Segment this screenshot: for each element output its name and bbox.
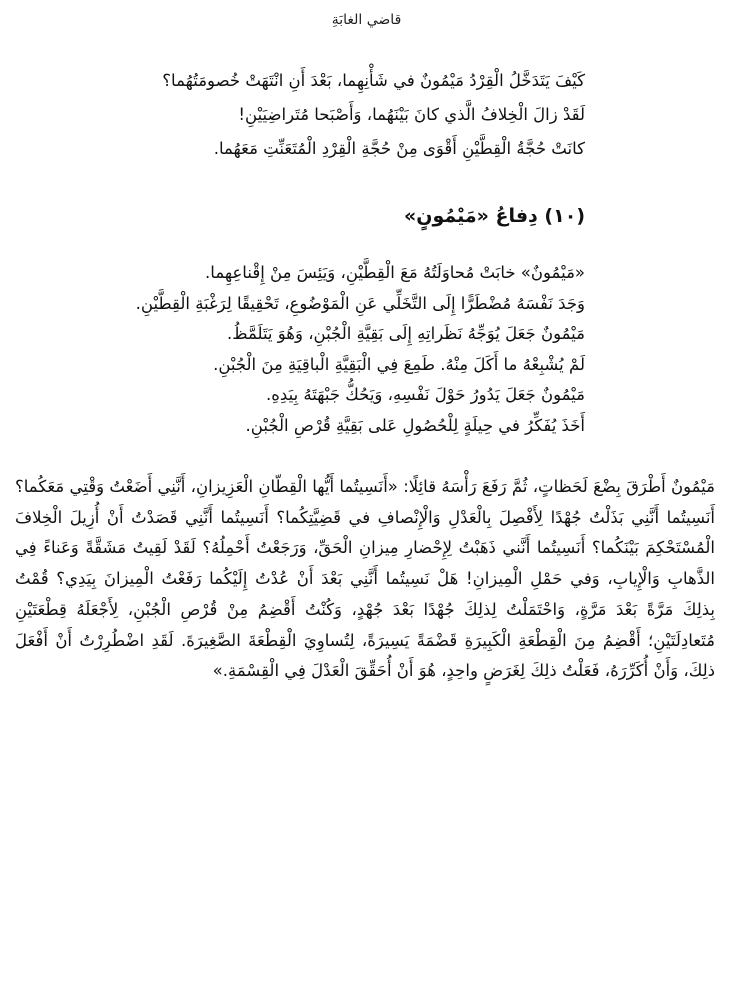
narrative-line: وَجَدَ نَفْسَهُ مُضْطَرًّا إِلَى التَّخَلِّي عَنِ الْمَوْضُوعِ، تَحْقِيقًا لِرَغْبَةِ الْقِطَّيْنِ.: [135, 293, 585, 313]
narrative-line: مَيْمُونٌ جَعَلَ يَدُورُ حَوْلَ نَفْسِهِ، وَيَحُكُّ جَبْهَتَهُ بِيَدِهِ.: [266, 385, 585, 404]
narrative-line: «مَيْمُونٌ» خابَتْ مُحاوَلَتُهُ مَعَ الْقِطَّيْنِ، وَيَئِسَ مِنْ إِقْناعِهِما.: [205, 263, 585, 282]
narrative-line: أَخَذَ يُفَكِّرُ في حِيلَةٍ لِلْحُصُولِ عَلى بَقِيَّةِ قُرْصِ الْجُبْنِ.: [245, 415, 585, 435]
narrative-line: مَيْمُونٌ جَعَلَ يُوَجِّهُ نَظَراتِهِ إِلَى بَقِيَّةِ الْجُبْنِ، وَهُوَ يَتَلَمَّظُ.: [227, 324, 585, 343]
section-heading: (١٠) دِفاعُ «مَيْمُونٍ»: [403, 205, 585, 227]
narrative-line: لَمْ يُشْبِعْهُ ما أَكَلَ مِنْهُ. طَمِعَ فِي الْبَقِيَّةِ الْباقِيَةِ مِنَ الْجُبْنِ.: [213, 354, 585, 374]
intro-line: كَيْفَ يَتَدَخَّلُ الْقِرْدُ مَيْمُونٌ في شَأْنِهِما، بَعْدَ أَنِ انْتَهَتْ خُصومَتُهُما؟: [162, 71, 585, 90]
intro-line: كانَتْ حُجَّةُ الْقِطَّيْنِ أَقْوَى مِنْ حُجَّةِ الْقِرْدِ الْمُتَعَنِّتِ مَعَهُما.: [213, 139, 585, 158]
intro-lines: [65, 64, 585, 166]
running-title: قاضي الغابَةِ: [331, 12, 402, 28]
narrative-lines: [65, 258, 585, 441]
speech-paragraph: مَيْمُونٌ أَطْرَقَ بِضْعَ لَحَظاتٍ، ثُمَّ رَفَعَ رَأْسَهُ قائِلًا: «أَنَسِيتُما أَيُّها الْقِطّانِ الْعَزِيزانِ، أَنَّنِي أَضَعْتُ وَقْتِي مَعَكُما؟ أَنَسِيتُما أَنَّنِي بَذَلْتُ جُهْدًا لِأَفْصِلَ بِالْعَدْلِ وَالْإِنْصافِ في قَضِيَّتِكُما؟ أَنَسِيتُما أَنَّنِي قَصَدْتُ أَنْ أُزِيلَ الْخِلافَ الْمُسْتَحْكِمَ بَيْنَكُما؟ أَنَسِيتُما أَنَّني ذَهَبْتُ لِإِحْضارِ مِيزانِ الْحَقِّ، وَرَجَعْتُ أَحْمِلُهُ؟ لَقَدْ لَقِيتُ مَشَقَّةً وَعَناءً فِي الذَّهابِ وَالْإِيابِ، وَفي حَمْلِ الْمِيزانِ! هَلْ نَسِيتُما أَنَّنِي بَعْدَ أَنْ عُدْتُ إِلَيْكُما رَفَعْتُ الْمِيزانَ بِيَدِي؟ قُمْتُ بِذلِكَ مَرَّةً بَعْدَ مَرَّةٍ، وَاحْتَمَلْتُ لِذلِكَ جُهْدًا بَعْدَ جُهْدٍ، وَكُنْتُ أَقْضِمُ مِنْ قُرْصِ الْجُبْنِ، لِأَجْعَلَهُ قِطْعَتَيْنِ مُتَعادِلَتَيْنِ؛ أَقْضِمُ مِنَ الْقِطْعَةِ الْكَبِيرَةِ قَضْمَةً يَسِيرَةً، لِتُساوِيَ الْقِطْعَةَ الصَّغِيرَةَ. لَقَدِ اضْطُرِرْتُ أَنْ أَفْعَلَ ذلِكَ، وَأَنْ أُكَرِّرَهُ، فَعَلْتُ ذلِكَ لِغَرَضٍ واحِدٍ، هُوَ أَنْ أُحَقِّقَ الْعَدْلَ فِي الْقِسْمَةِ.»: [15, 477, 715, 681]
intro-line: لَقَدْ زالَ الْخِلافُ الَّذي كانَ بَيْنَهُما، وَأَصْبَحا مُتَراضِيَيْنِ!: [238, 105, 585, 124]
